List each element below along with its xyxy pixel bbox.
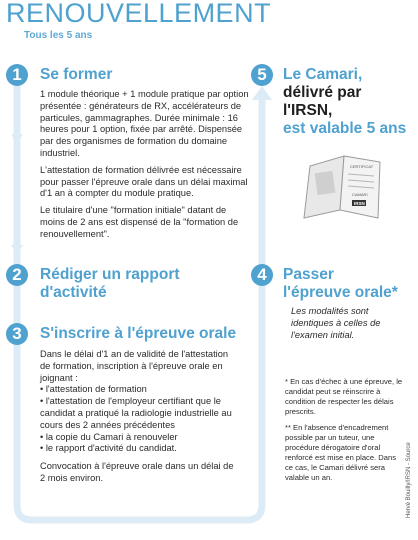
step-5-title-line: délivré par l'IRSN, <box>283 84 362 119</box>
step-4-title <box>283 266 398 302</box>
card-label-irsn: IRSN <box>354 201 365 206</box>
footnote-2: ** En l'absence d'encadrement possible par un tuteur, une procédure dérogatoire d'oral renforcé est mise en place. Dans ce cas, le Camari délivré sera valable un an. <box>285 423 397 482</box>
step-1-body <box>40 89 252 246</box>
step-4-title-line: Passer <box>283 266 334 283</box>
step-1-title: Se former <box>40 66 113 83</box>
footnote-1: * En cas d'échec à une épreuve, le candidat peut se réinscrire à condition de respecter les délais prescrits. <box>285 377 403 416</box>
list-item: • l'attestation de formation <box>40 384 240 396</box>
step-4-number: 4 <box>251 264 273 286</box>
step-1-paragraph: L'attestation de formation délivrée est nécessaire pour passer l'épreuve orale dans un délai maximal d'1 an à compter du module pratique. <box>40 164 248 199</box>
card-label-camari: CAMARI <box>352 192 368 197</box>
page-title: RENOUVELLEMENT <box>6 0 272 28</box>
list-item: • le rapport d'activité du candidat. <box>40 443 240 455</box>
step-1-paragraph: 1 module théorique + 1 module pratique par option présentée : générateurs de RX, accélérateurs de particules, gammagraphes. Durée minimale : 16 heures pour 1 option, fixée par arrêté. Dispensée par des organismes de formation du domaine industriel. <box>40 89 249 158</box>
list-item: • la copie du Camari à renouveler <box>40 432 240 444</box>
down-arrow-icon <box>11 134 23 144</box>
step-3-title: S'inscrire à l'épreuve orale <box>40 325 237 342</box>
step-2-number: 2 <box>6 264 28 286</box>
step-2-title-line: d'activité <box>40 284 107 301</box>
step-1-paragraph: Le titulaire d'une "formation initiale" datant de moins de 2 ans est dispensé de la "formation de renouvellement". <box>40 205 239 239</box>
photo-placeholder-icon <box>315 171 336 195</box>
step-4-description: Les modalités sont identiques à celles de l'examen initial. <box>291 306 381 340</box>
step-3-convocation: Convocation à l'épreuve orale dans un délai de 2 mois environ. <box>40 461 234 483</box>
step-5-title <box>283 66 415 138</box>
camari-card-illustration <box>300 148 390 228</box>
step-5-number: 5 <box>251 64 273 86</box>
step-4-title-line: l'épreuve orale* <box>283 284 398 301</box>
step-3-intro: Dans le délai d'1 an de validité de l'attestation de formation, inscription à l'épreuve orale en joignant : <box>40 349 229 383</box>
step-3-number: 3 <box>6 323 28 345</box>
footnotes <box>285 377 403 489</box>
photo-credit: Hervé Bouilly/IRSN - Source <box>406 442 412 518</box>
step-5-title-line: est valable 5 ans <box>283 120 407 137</box>
page-subtitle: Tous les 5 ans <box>24 30 93 41</box>
step-5-title-line: Le Camari, <box>283 66 363 83</box>
step-3-body <box>40 349 240 490</box>
step-2-title <box>40 266 180 302</box>
step-1-number: 1 <box>6 64 28 86</box>
card-label-certificat: CERTIFICAT <box>350 164 374 169</box>
down-arrow-icon <box>11 245 23 255</box>
step-3-list <box>40 384 240 455</box>
list-item: • l'attestation de l'employeur certifiant que le candidat a pratiqué la radiologie industrielle au cours des 2 années précédentes <box>40 396 240 431</box>
step-2-title-line: Rédiger un rapport <box>40 266 180 283</box>
up-arrow-icon <box>252 86 272 100</box>
